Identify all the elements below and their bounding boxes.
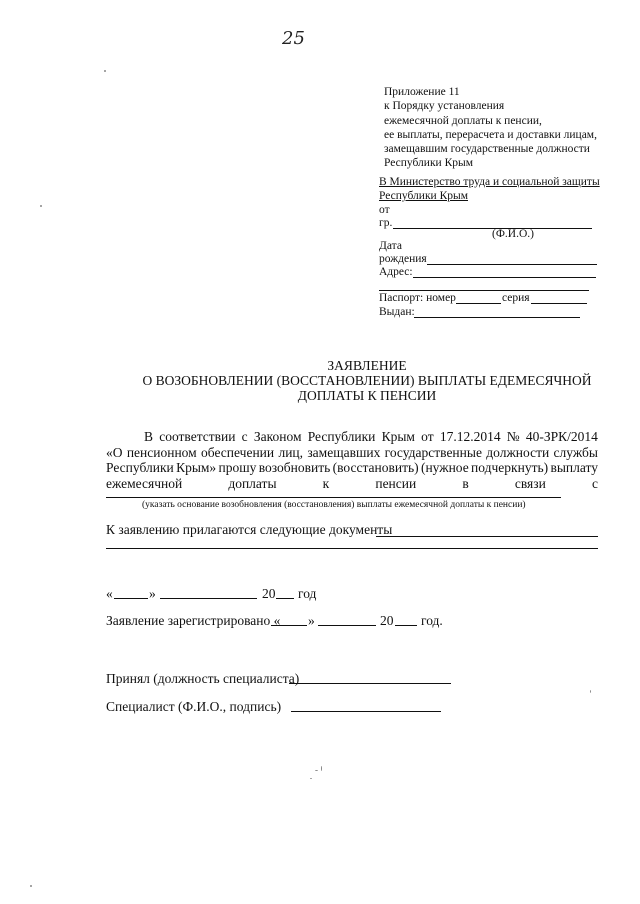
accepted-field[interactable] bbox=[289, 683, 451, 684]
issued-label: Выдан: bbox=[379, 306, 415, 318]
fio-hint: (Ф.И.О.) bbox=[492, 228, 534, 240]
addressee-region: Республики Крым bbox=[379, 190, 468, 202]
title-line: ДОПЛАТЫ К ПЕНСИИ bbox=[297, 388, 437, 403]
annex-line: к Порядку установления bbox=[384, 100, 505, 113]
paragraph-line-4 bbox=[106, 476, 598, 492]
passport-number-field[interactable] bbox=[456, 303, 501, 304]
paragraph-line-1 bbox=[106, 429, 598, 445]
reason-hint: (указать основание возобновления (восстановления) выплаты ежемесячной доплаты к пенсии) bbox=[142, 500, 526, 510]
registered-close-quote: » bbox=[308, 613, 315, 628]
word: от bbox=[421, 429, 434, 444]
word: № bbox=[506, 429, 520, 444]
accepted-label: Принял (должность специалиста) bbox=[106, 671, 300, 686]
registered-year-prefix: 20 bbox=[380, 613, 394, 628]
word: службы bbox=[553, 444, 598, 460]
word: в bbox=[462, 475, 469, 491]
document-title bbox=[0, 358, 640, 403]
word: возобновить bbox=[258, 460, 331, 475]
scan-speck bbox=[104, 70, 106, 72]
word: выплату bbox=[550, 460, 598, 475]
specialist-label: Специалист (Ф.И.О., подпись) bbox=[106, 699, 282, 714]
scan-speck bbox=[30, 885, 32, 887]
annex-line: ее выплаты, перерасчета и доставки лицам, bbox=[384, 128, 597, 141]
word: к bbox=[322, 475, 330, 491]
date-year-prefix: 20 bbox=[262, 586, 276, 601]
annex-reference bbox=[384, 85, 597, 171]
word: (восстановить) bbox=[332, 460, 419, 475]
application-paragraph bbox=[106, 429, 598, 491]
registered-year-field[interactable] bbox=[395, 625, 417, 626]
passport-series-field[interactable] bbox=[531, 303, 587, 304]
word: прошу bbox=[218, 460, 257, 475]
paragraph-line-3 bbox=[106, 460, 598, 476]
word: (нужное bbox=[420, 460, 469, 475]
word: пенсионном bbox=[126, 444, 197, 460]
scan-speck bbox=[40, 205, 42, 207]
date-month-field[interactable] bbox=[160, 598, 257, 599]
birth-label-1: Дата bbox=[379, 240, 402, 252]
scan-speck bbox=[315, 770, 318, 771]
word: Республики bbox=[307, 429, 376, 444]
scan-speck bbox=[321, 766, 322, 771]
reason-field[interactable] bbox=[106, 497, 561, 498]
address-field[interactable] bbox=[413, 277, 596, 278]
word: подчеркнуть) bbox=[471, 460, 549, 475]
word: Крым» bbox=[176, 460, 217, 475]
registered-day-field[interactable] bbox=[271, 625, 307, 626]
word: Республики bbox=[106, 460, 174, 475]
date-year-field[interactable] bbox=[276, 598, 294, 599]
birth-label-2: рождения bbox=[379, 253, 427, 265]
word: лиц, bbox=[278, 444, 304, 460]
word: пенсии bbox=[375, 475, 417, 491]
word: государственные bbox=[384, 444, 482, 460]
registered-label: Заявление зарегистрировано « bbox=[106, 613, 281, 628]
paragraph-line-2 bbox=[106, 445, 598, 461]
word: В bbox=[144, 429, 154, 444]
date-close-quote: » bbox=[149, 586, 156, 601]
page-number: 25 bbox=[282, 28, 305, 49]
attachments-field[interactable] bbox=[376, 536, 598, 537]
citizen-label: гр. bbox=[379, 217, 393, 229]
word: обеспечении bbox=[201, 444, 275, 460]
registered-year-word: год. bbox=[421, 613, 443, 628]
annex-line: Приложение 11 bbox=[384, 86, 460, 98]
word: ежемесячной bbox=[106, 475, 183, 491]
address-label: Адрес: bbox=[379, 266, 413, 278]
attachments-label: К заявлению прилагаются следующие документы bbox=[106, 522, 393, 537]
word: 17.12.2014 bbox=[439, 429, 501, 444]
word: замещавших bbox=[307, 444, 381, 460]
word: с bbox=[241, 429, 248, 444]
word: соответствии bbox=[159, 429, 236, 444]
title-line: О ВОЗОБНОВЛЕНИИ (ВОССТАНОВЛЕНИИ) ВЫПЛАТЫ ЕДЕМЕСЯЧНОЙ bbox=[142, 373, 592, 388]
passport-series-label: серия bbox=[502, 292, 530, 304]
passport-number-label: Паспорт: номер bbox=[379, 292, 456, 304]
word: с bbox=[591, 475, 598, 491]
scan-speck bbox=[310, 778, 312, 779]
word: Крым bbox=[381, 429, 415, 444]
date-day-field[interactable] bbox=[114, 598, 148, 599]
annex-line: ежемесячной доплаты к пенсии, bbox=[384, 114, 542, 127]
scan-speck bbox=[590, 690, 591, 693]
word: Законом bbox=[253, 429, 302, 444]
word: должности bbox=[486, 444, 550, 460]
word: связи bbox=[514, 475, 546, 491]
title-line: ЗАЯВЛЕНИЕ bbox=[327, 358, 407, 373]
date-year-word: год bbox=[298, 586, 317, 601]
address-field-2[interactable] bbox=[379, 290, 589, 291]
word: 40-ЗРК/2014 bbox=[525, 429, 598, 444]
word: доплаты bbox=[228, 475, 277, 491]
date-open-quote: « bbox=[106, 586, 113, 601]
issued-field[interactable] bbox=[414, 317, 580, 318]
annex-line: замещавшим государственные должности bbox=[384, 143, 590, 156]
attachments-field-2[interactable] bbox=[106, 548, 598, 549]
registered-month-field[interactable] bbox=[318, 625, 376, 626]
birth-date-field[interactable] bbox=[427, 264, 597, 265]
specialist-field[interactable] bbox=[291, 711, 441, 712]
from-label: от bbox=[379, 204, 390, 216]
addressee-ministry: В Министерство труда и социальной защиты bbox=[379, 176, 600, 188]
annex-line: Республики Крым bbox=[384, 157, 473, 170]
word: «О bbox=[106, 444, 123, 460]
